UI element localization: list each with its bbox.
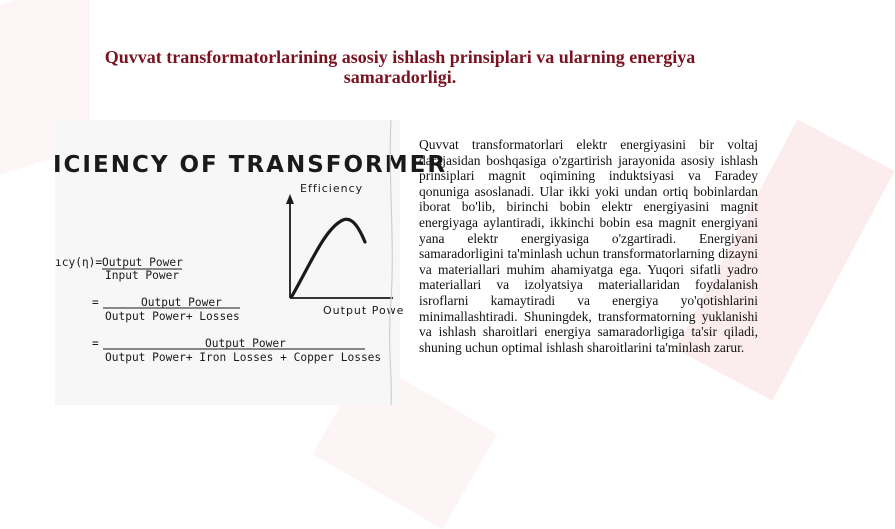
- formula-3-numerator: Output Power: [205, 337, 286, 350]
- formula-lhs: ıcy(η)=: [55, 256, 103, 269]
- graph-y-axis-label: Efficiency: [300, 182, 364, 195]
- graph-y-axis-arrow: [286, 194, 294, 204]
- formula-3-equals: =: [92, 337, 99, 350]
- formula-3-denominator: Output Power+ Iron Losses + Copper Losses: [105, 351, 382, 364]
- formula-1-denominator: Input Power: [105, 269, 180, 282]
- figure-heading: ICIENCY OF TRANSFORMER: [53, 152, 448, 178]
- transformer-efficiency-figure: [53, 120, 448, 405]
- efficiency-figure-svg: [53, 120, 448, 405]
- efficiency-curve: [292, 219, 365, 296]
- formula-2-numerator: Output Power: [141, 296, 222, 309]
- formula-2-denominator: Output Power+ Losses: [105, 310, 240, 323]
- graph-x-axis-label: Output Powe: [323, 304, 405, 317]
- body-paragraph: Quvvat transformatorlari elektr energiyasini bir voltaj darajasidan boshqasiga o'zgartirish jarayonida asosiy ishlash prinsiplari magnit oqimining induktsiyasi va Faradey qonuniga asoslanadi. Ular ikki yoki undan ortiq bobinlardan iborat bo'lib, birinchi bobin elektr energiyasini magnit energiyaga aylantiradi, ikkinchi bobin esa magnit energiyani yana elektr energiyasiga o'zgartiradi. Energiyani samaradorligini ta'minlash uchun transformatorlarning dizayni va materiallari muhim ahamiyatga ega. Yuqori sifatli yadro materiallari va izolyatsiya materiallaridan foydalanish isroflarni kamaytiradi va energiya yo'qotishlarini minimallashtiradi. Shuningdek, transformatorning yuklanishi va ishlash sharoitlari energiya samaradorligiga ta'sir qiladi, shuning uchun optimal ishlash sharoitlarini ta'minlash zarur.: [419, 137, 758, 355]
- formula-1-numerator: Output Power: [102, 256, 183, 269]
- slide-title: Quvvat transformatorlarining asosiy ishlash prinsiplari va ularning energiya samaradorligi.: [104, 47, 696, 87]
- formula-2-equals: =: [92, 296, 99, 309]
